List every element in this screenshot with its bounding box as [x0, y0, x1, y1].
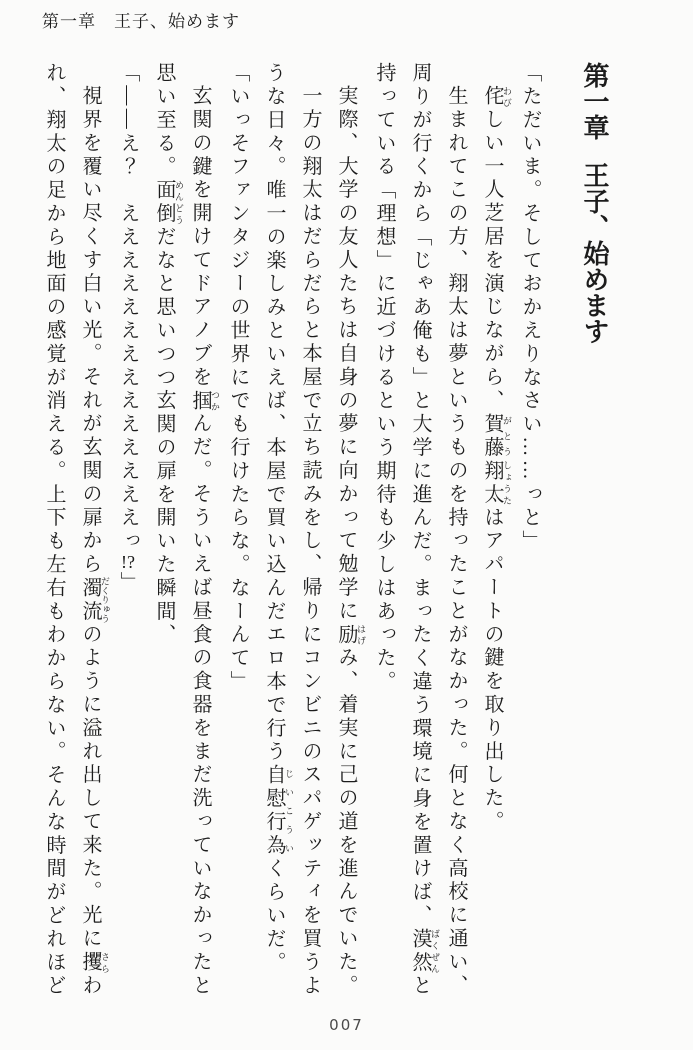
paragraph-narration: 侘 わびしい一人芝居を演じながら、賀藤 がとう翔太 しょうたはアパートの鍵を取り出した。	[481, 85, 512, 835]
paragraph-dialogue: 「ただいま。そしておかえりなさい……っと」	[519, 62, 541, 554]
paragraph-narration: 実際、大学の友人たちは自身の夢に向かって勉学に励 はげみ、着実に己の道を進んでいた。	[335, 85, 366, 998]
page-footer	[0, 1016, 693, 1034]
page-number: 007	[329, 1016, 364, 1034]
chapter-heading	[571, 62, 617, 1004]
paragraph-narration: 視界を覆い尽くす白い光。それが玄関の扉から濁流 だくりゅうのように溢れ出して来た。光に攫 さらわれ、翔太の足から地面の感覚が消える。上下も左右もわからない。そんな時間がどれほど	[43, 62, 110, 999]
tatechuyoko-text: !?	[121, 553, 135, 572]
running-header-text: 第一章 王子、始めます	[42, 12, 240, 31]
ruby-annotated-word: 賀藤 がとう	[481, 413, 512, 460]
paragraph-narration: 一方の翔太はだらだらと本屋で立ち読みをし、帰りにコンビニのスパゲッティを買うような日々。唯一の楽しみといえば、本屋で買い込んだエロ本で行う自慰行為 じいこういくらいだ。	[263, 62, 321, 998]
ruby-annotated-word: 励 はげ	[335, 623, 366, 647]
running-header	[42, 7, 240, 32]
page-content	[36, 62, 617, 1004]
paragraph-narration: 生まれてこの方、翔太は夢というものを持ったことがなかった。何となく高校に通い、周りが行くから「じゃあ俺も」と大学に進んだ。まったく違う環境に身を置けば、漠然 ばくぜんと持っている「理想」に近づけるという期待も少しはあった。	[373, 62, 467, 999]
chapter-number: 第一章	[580, 62, 609, 140]
paragraph-dialogue: 「――え？ ええええええええええええええっ!?」	[117, 62, 139, 595]
ruby-annotated-word: 面倒 めんどう	[153, 179, 184, 226]
ruby-annotated-word: 侘 わび	[481, 85, 512, 109]
ruby-annotated-word: 自慰行為 じいこうい	[263, 764, 294, 858]
ruby-annotated-word: 漠然 ばくぜん	[409, 927, 440, 975]
paragraph-dialogue: 「いっそファンタジーの世界にでも行けたらな。なーんて」	[227, 62, 249, 694]
ruby-annotated-word: 掴 つか	[189, 389, 220, 413]
ruby-annotated-word: 翔太 しょうた	[481, 459, 512, 507]
body-text	[36, 62, 548, 1004]
ruby-annotated-word: 攫 さら	[79, 951, 110, 975]
ruby-annotated-word: 濁流 だくりゅう	[79, 576, 110, 624]
paragraph-narration: 玄関の鍵を開けてドアノブを掴 つかんだ。そういえば昼食の食器をまだ洗っていなかったと思い至る。面倒 めんどうだなと思いつつ玄関の扉を開いた瞬間、	[153, 62, 220, 998]
chapter-title: 王子、始めます	[580, 162, 609, 344]
